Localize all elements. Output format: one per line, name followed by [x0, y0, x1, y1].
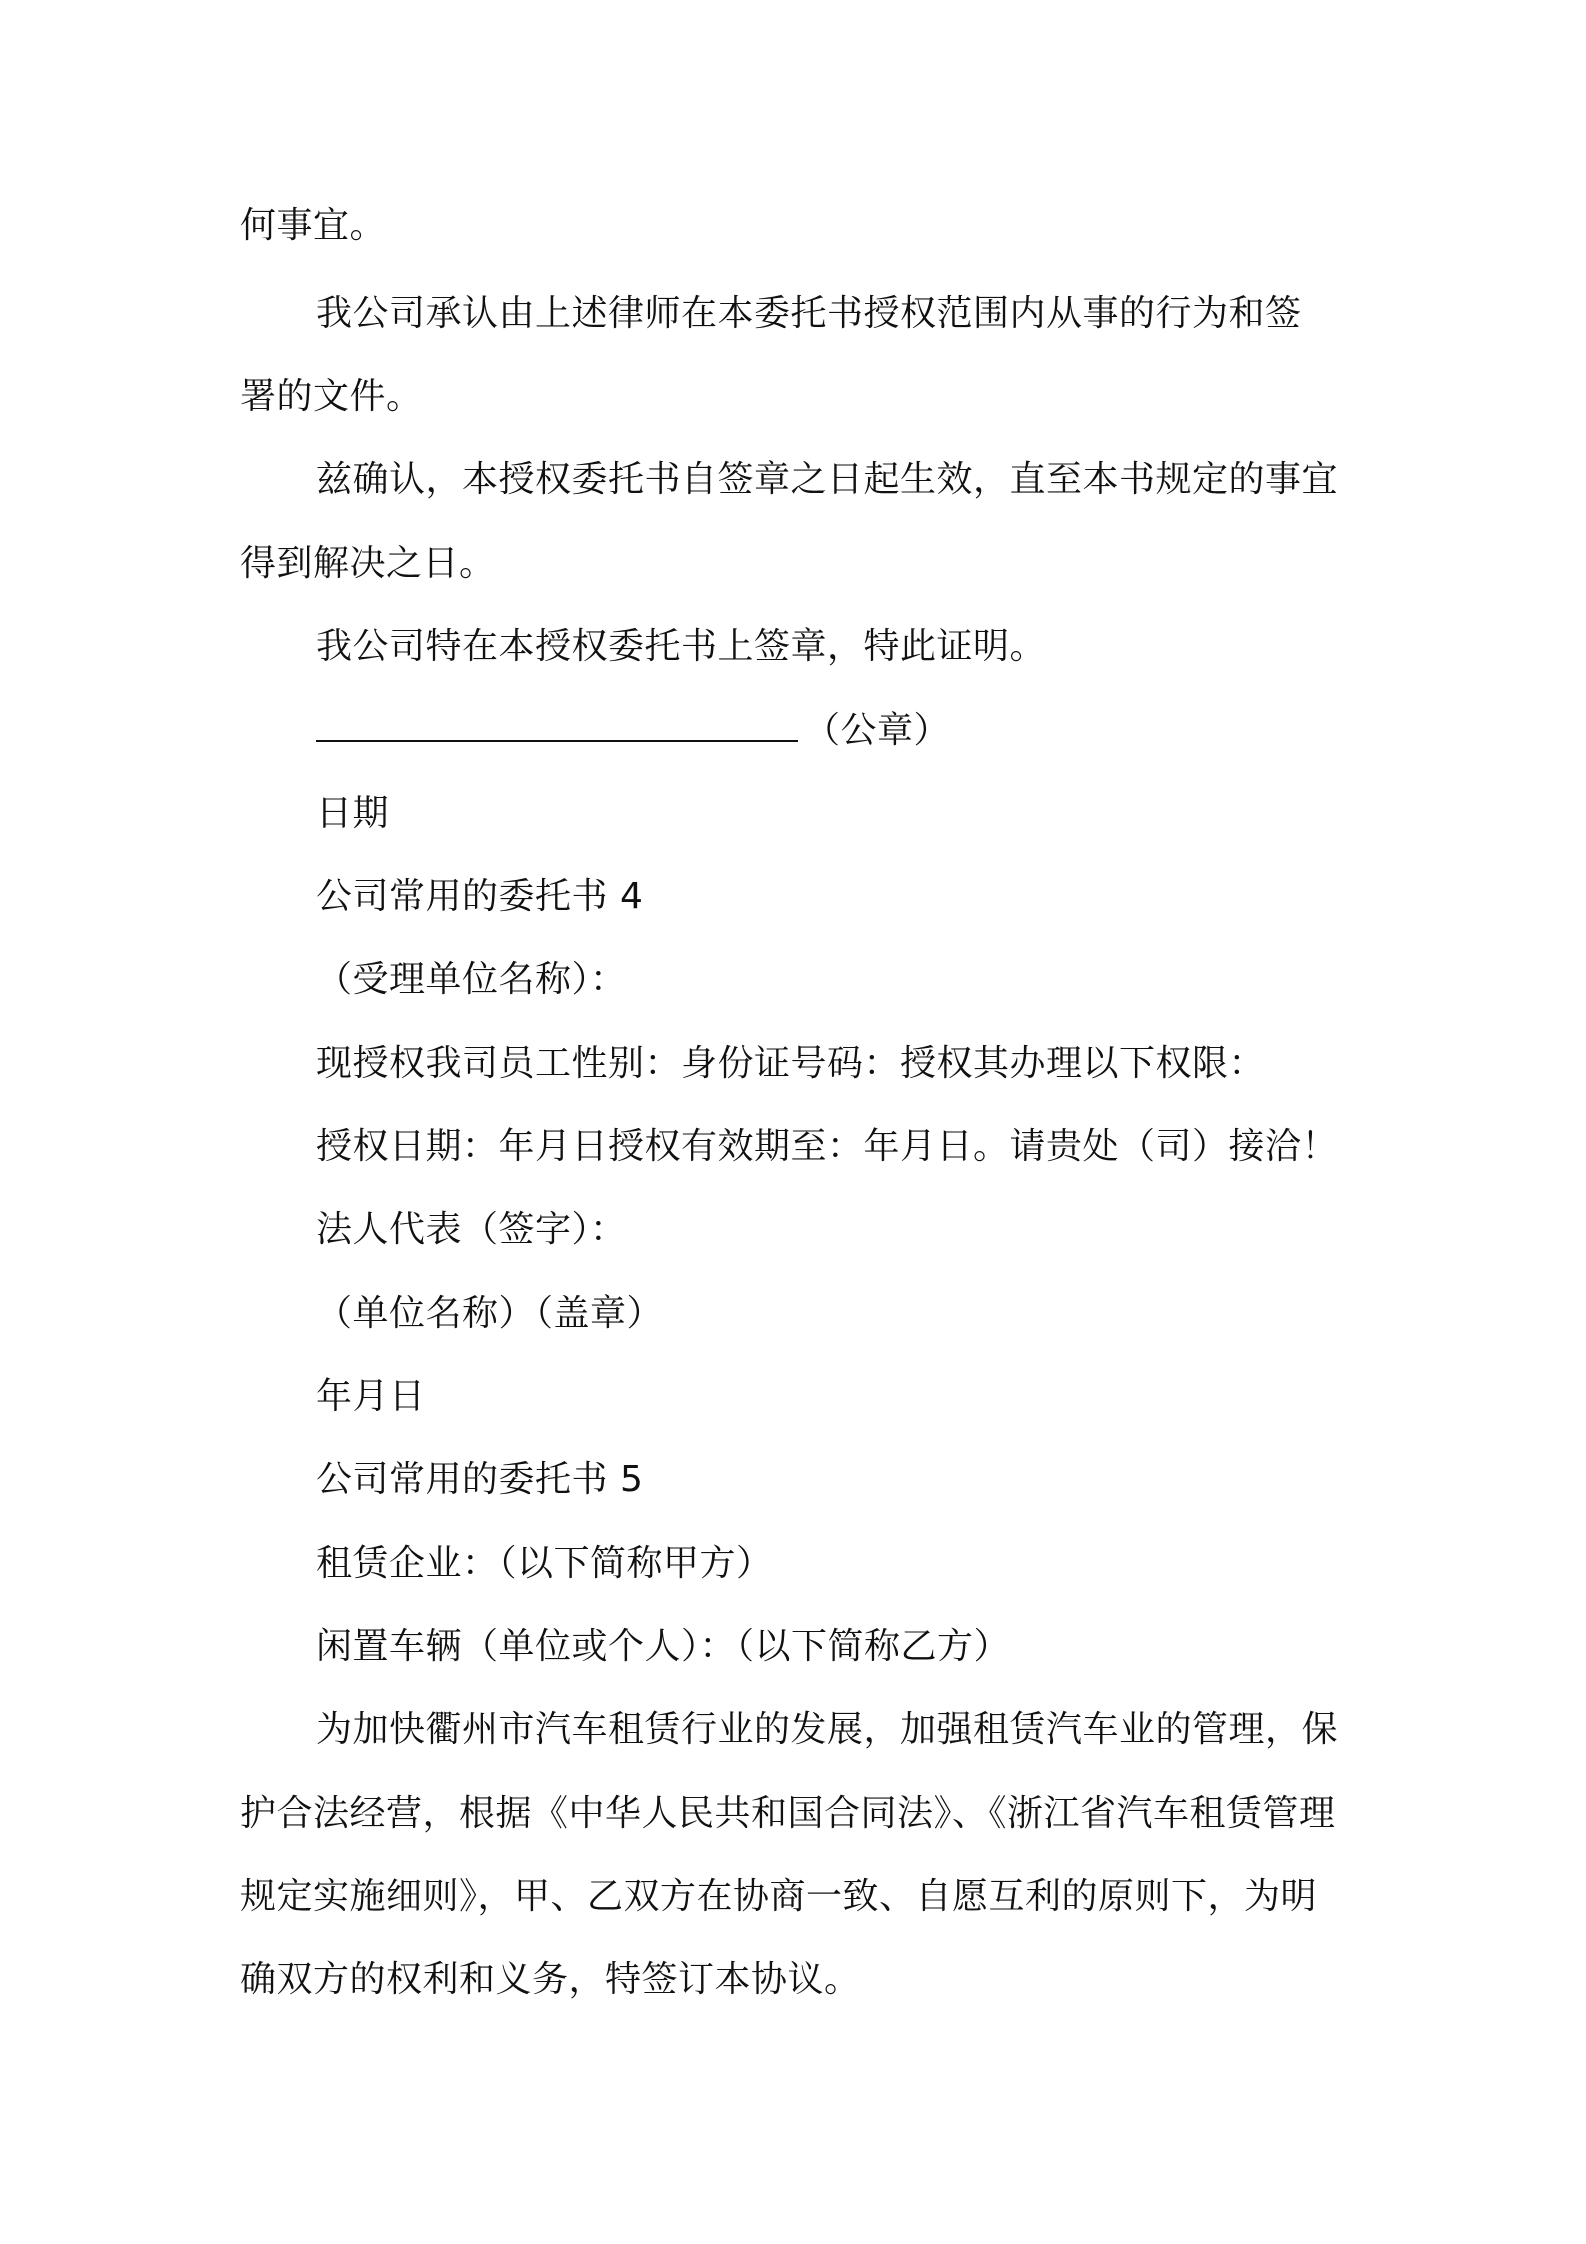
paragraph-line: 署的文件。	[240, 376, 423, 417]
paragraph-line: 为加快衢州市汽车租赁行业的发展，加强租赁汽车业的管理，保	[316, 1709, 1339, 1750]
paragraph-line: （受理单位名称）：	[316, 959, 627, 1000]
signature-blank	[316, 706, 798, 742]
paragraph-line: 护合法经营，根据《中华人民共和国合同法》、《浙江省汽车租赁管理	[240, 1793, 1336, 1834]
paragraph-line: 确双方的权利和义务，特签订本协议。	[240, 1959, 861, 2000]
paragraph-line: 现授权我司员工性别：身份证号码：授权其办理以下权限：	[316, 1043, 1266, 1084]
paragraph-line: 租赁企业：（以下简称甲方）	[316, 1543, 773, 1584]
paragraph-line: （单位名称）（盖章）	[316, 1293, 664, 1334]
paragraph-line: 我公司特在本授权委托书上签章，特此证明。	[316, 626, 1047, 667]
section-heading: 公司常用的委托书 5	[316, 1459, 644, 1500]
paragraph-line: 规定实施细则》，甲、乙双方在协商一致、自愿互利的原则下，为明	[240, 1876, 1318, 1917]
paragraph-line: 授权日期：年月日授权有效期至：年月日。请贵处（司）接洽！	[316, 1126, 1339, 1167]
date-label: 年月日	[316, 1376, 426, 1417]
paragraph-line: 得到解决之日。	[240, 543, 496, 584]
paragraph-line: 兹确认，本授权委托书自签章之日起生效，直至本书规定的事宜	[316, 459, 1339, 500]
seal-line	[316, 706, 950, 755]
date-label: 日期	[316, 793, 390, 834]
paragraph-line: 我公司承认由上述律师在本委托书授权范围内从事的行为和签	[316, 293, 1302, 334]
paragraph-line: 何事宜。	[240, 205, 387, 246]
paragraph-line: 闲置车辆（单位或个人）：（以下简称乙方）	[316, 1626, 1011, 1667]
section-heading: 公司常用的委托书 4	[316, 876, 644, 917]
paragraph-line: 法人代表（签字）：	[316, 1209, 627, 1250]
seal-label: （公章）	[804, 710, 951, 751]
